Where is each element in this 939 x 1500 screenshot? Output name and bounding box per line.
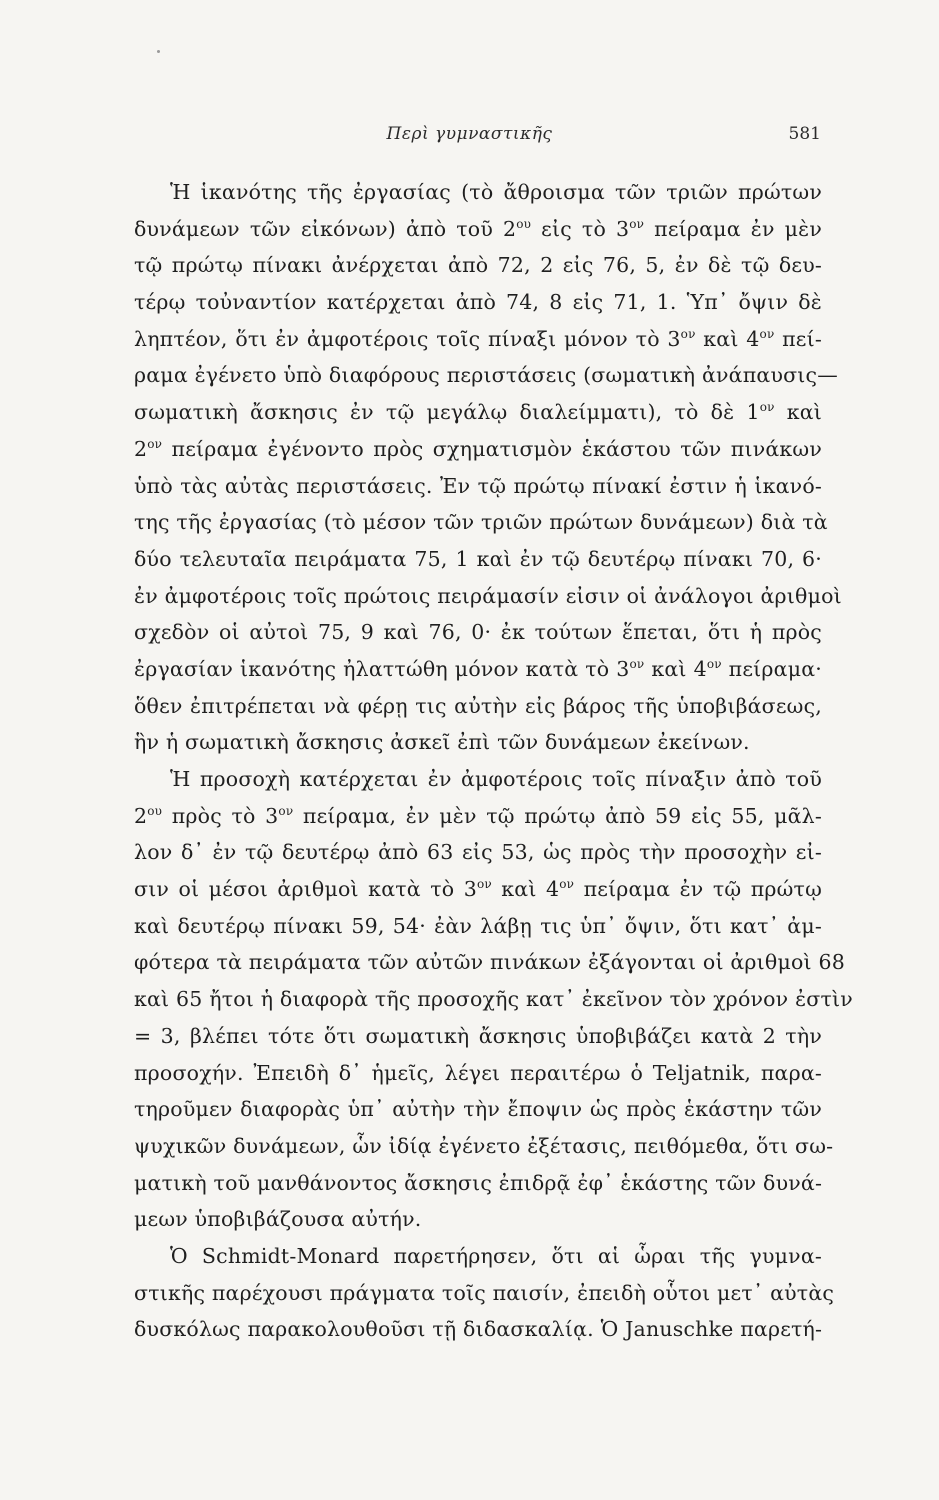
body-text bbox=[134, 174, 853, 1348]
text-line: ὅθεν ἐπιτρέπεται νὰ φέρῃ τις αὐτὴν εἰς βάρος τῆς ὑποβιβάσεως, bbox=[134, 693, 822, 718]
text-line: = 3, βλέπει τότε ὅτι σωματικὴ ἄσκησις ὑποβιβάζει κατὰ 2 τὴν bbox=[134, 1023, 822, 1048]
text-line: ὑπὸ τὰς αὐτὰς περιστάσεις. Ἐν τῷ πρώτῳ πίνακί ἐστιν ἡ ἱκανό- bbox=[134, 473, 822, 498]
text-line: δυσκόλως παρακολουθοῦσι τῇ διδασκαλίᾳ. Ὁ Januschke παρετή- bbox=[134, 1317, 823, 1342]
text-line: $2^{o\nu}$ πείραμα ἐγένοντο πρὸς σχηματισμὸν ἑκάστου τῶν πινάκων bbox=[134, 436, 822, 461]
text-line: Ἡ προσοχὴ κατέρχεται ἐν ἀμφοτέροις τοῖς πίναξιν ἀπὸ τοῦ bbox=[170, 767, 822, 791]
text-line: ματικὴ τοῦ μανθάνοντος ἄσκησις ἐπιδρᾷ ἐφ᾽ ἑκάστης τῶν δυνά- bbox=[134, 1170, 823, 1195]
text-line: σιν οἱ μέσοι ἀριθμοὶ κατὰ τὸ $3^{o\nu}$ καὶ $4^{o\nu}$ πείραμα ἐν τῷ πρώτῳ bbox=[134, 877, 822, 902]
text-line: ἐν ἀμφοτέροις τοῖς πρώτοις πειράμασίν εἰσιν οἱ ἀνάλογοι ἀριθμοὶ bbox=[134, 583, 842, 608]
text-line: ραμα ἐγένετο ὑπὸ διαφόρους περιστάσεις (σωματικὴ ἀνάπαυσις— bbox=[134, 363, 838, 388]
running-head bbox=[0, 124, 939, 148]
page-number: 581 bbox=[788, 124, 821, 144]
text-line: προσοχήν. Ἐπειδὴ δ᾽ ἡμεῖς, λέγει περαιτέρω ὁ Teljatnik, παρα- bbox=[134, 1060, 822, 1085]
text-line: ψυχικῶν δυνάμεων, ὧν ἰδίᾳ ἐγένετο ἐξέτασις, πειθόμεθα, ὅτι σω- bbox=[134, 1133, 834, 1158]
text-line: τῷ πρώτῳ πίνακι ἀνέρχεται ἀπὸ 72, 2 εἰς 76, 5, ἐν δὲ τῷ δευ- bbox=[134, 253, 822, 278]
text-line: Ὁ Schmidt-Monard παρετήρησεν, ὅτι αἱ ὧραι τῆς γυμνα- bbox=[170, 1243, 822, 1268]
text-line: τέρῳ τοὐναντίον κατέρχεται ἀπὸ 74, 8 εἰς 71, 1. Ὑπ᾽ ὄψιν δὲ bbox=[134, 290, 822, 315]
paper-speck bbox=[157, 50, 160, 53]
text-line: σχεδὸν οἱ αὐτοὶ 75, 9 καὶ 76, 0· ἐκ τούτων ἕπεται, ὅτι ἡ πρὸς bbox=[134, 620, 822, 645]
text-line: φότερα τὰ πειράματα τῶν αὐτῶν πινάκων ἐξάγονται οἱ ἀριθμοὶ 68 bbox=[134, 950, 845, 975]
text-line: τηροῦμεν διαφορὰς ὑπ᾽ αὐτὴν τὴν ἔποψιν ὡς πρὸς ἑκάστην τῶν bbox=[134, 1097, 822, 1122]
text-line: στικῆς παρέχουσι πράγματα τοῖς παισίν, ἐπειδὴ οὗτοι μετ᾽ αὐτὰς bbox=[134, 1280, 835, 1305]
text-line: δύο τελευταῖα πειράματα 75, 1 καὶ ἐν τῷ δευτέρῳ πίνακι 70, 6· bbox=[134, 546, 822, 571]
text-line: ἐργασίαν ἱκανότης ἠλαττώθη μόνον κατὰ τὸ $3^{o\nu}$ καὶ $4^{o\nu}$ πείραμα· bbox=[134, 656, 822, 681]
text-line: καὶ δευτέρῳ πίνακι 59, 54· ἐὰν λάβῃ τις ὑπ᾽ ὄψιν, ὅτι κατ᾽ ἀμ- bbox=[134, 913, 822, 938]
text-line: σωματικὴ ἄσκησις ἐν τῷ μεγάλῳ διαλείμματι), τὸ δὲ $1^{o\nu}$ καὶ bbox=[134, 400, 823, 425]
text-line: μεων ὑποβιβάζουσα αὐτήν. bbox=[134, 1207, 422, 1232]
text-line: ἣν ἡ σωματικὴ ἄσκησις ἀσκεῖ ἐπὶ τῶν δυνάμεων ἐκείνων. bbox=[134, 730, 750, 755]
text-line: ληπτέον, ὅτι ἐν ἀμφοτέροις τοῖς πίναξι μόνον τὸ $3^{o\nu}$ καὶ $4^{o\nu}$ πεί- bbox=[134, 326, 822, 351]
text-line: $2^{o\upsilon}$ πρὸς τὸ $3^{o\nu}$ πείραμα, ἐν μὲν τῷ πρώτῳ ἀπὸ 59 εἰς 55, μᾶλ- bbox=[134, 803, 822, 828]
text-line: καὶ 65 ἤτοι ἡ διαφορὰ τῆς προσοχῆς κατ᾽ ἐκεῖνον τὸν χρόνον ἐστὶν bbox=[134, 987, 853, 1012]
text-line: Ἡ ἱκανότης τῆς ἐργασίας (τὸ ἄθροισμα τῶν τριῶν πρώτων bbox=[170, 180, 822, 204]
text-line: δυνάμεων τῶν εἰκόνων) ἀπὸ τοῦ $2^{o\upsilon}$ εἰς τὸ $3^{o\nu}$ πείραμα ἐν μὲν bbox=[134, 216, 822, 241]
running-title: Περὶ γυμναστικῆς bbox=[386, 124, 553, 144]
text-line: λον δ᾽ ἐν τῷ δευτέρῳ ἀπὸ 63 εἰς 53, ὡς πρὸς τὴν προσοχὴν εἰ- bbox=[134, 840, 822, 865]
text-line: της τῆς ἐργασίας (τὸ μέσον τῶν τριῶν πρώτων δυνάμεων) διὰ τὰ bbox=[134, 510, 828, 535]
